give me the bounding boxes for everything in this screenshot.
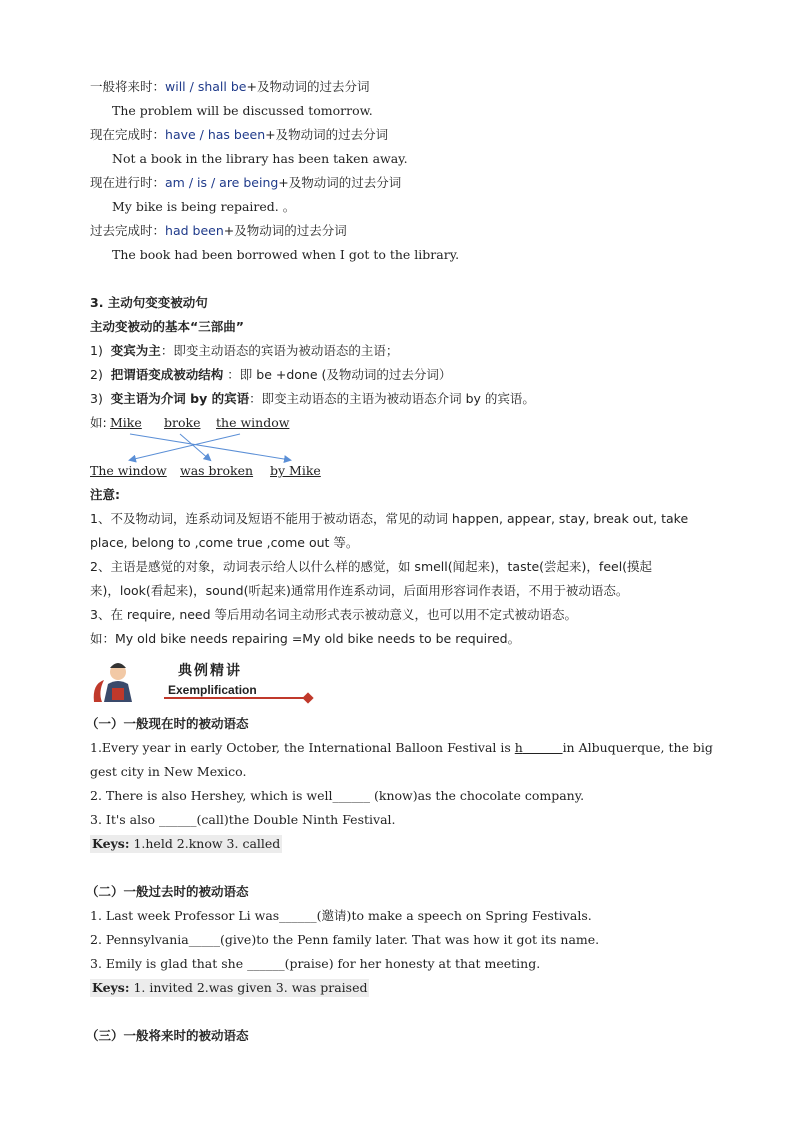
note-line-6: 如：My old bike needs repairing =My old bike needs to be required。 — [90, 631, 521, 646]
active-subject: Mike — [110, 415, 142, 430]
part-2-q2: 2. Pennsylvania_____(give)to the Penn family later. That was how it got its name. — [90, 932, 600, 947]
passive-verb: was broken — [180, 463, 254, 478]
part-2-q1: 1. Last week Professor Li was______(邀请)to make a speech on Spring Festivals. — [90, 908, 592, 923]
tense-rule-present-perfect: 现在完成时：have / has been+及物动词的过去分词 — [90, 127, 389, 142]
note-line-3: 2、主语是感觉的对象，动词表示给人以什么样的感觉，如 smell(闻起来)，taste(尝起来)，feel(摸起 — [90, 559, 653, 574]
step-2: 2) 把谓语变成被动结构 ：即 be +done (及物动词的过去分词） — [90, 367, 452, 382]
note-line-2: place, belong to ,come true ,come out 等。 — [90, 535, 359, 550]
tense-example-past-perfect: The book had been borrowed when I got to the library. — [112, 247, 460, 262]
part-1-q1-continued: gest city in New Mexico. — [90, 764, 247, 779]
part-1-keys: Keys: 1.held 2.know 3. called — [92, 836, 281, 851]
part-2-heading: （二）一般过去时的被动语态 — [86, 884, 249, 899]
tense-rule-future: 一般将来时：will / shall be+及物动词的过去分词 — [90, 79, 370, 94]
book-icon — [112, 688, 124, 700]
note-line-5: 3、在 require, need 等后用动名词主动形式表示被动意义，也可以用不定式被动语态。 — [90, 607, 578, 622]
tense-example-present-continuous: My bike is being repaired. 。 — [112, 199, 296, 214]
section-3-subheading: 主动变被动的基本“三部曲” — [90, 319, 244, 334]
part-1-q2: 2. There is also Hershey, which is well______ (know)as the chocolate company. — [90, 788, 585, 803]
active-object: the window — [216, 415, 290, 430]
part-1-q3: 3. It's also ______(call)the Double Ninth Festival. — [90, 812, 396, 827]
passive-agent: by Mike — [270, 463, 321, 478]
quill-icon — [94, 680, 104, 702]
tense-example-present-perfect: Not a book in the library has been taken away. — [112, 151, 408, 166]
banner-title-cn: 典例精讲 — [178, 663, 242, 679]
passive-subject: The window — [90, 463, 167, 478]
note-line-4: 来)，look(看起来)，sound(听起来)通常用作连系动词，后面用形容词作表语，不用于被动语态。 — [90, 583, 629, 598]
part-2-keys: Keys: 1. invited 2.was given 3. was praised — [92, 980, 368, 995]
arrow-subject-to-by — [130, 434, 290, 460]
part-2-q3: 3. Emily is glad that she ______(praise) for her honesty at that meeting. — [90, 956, 541, 971]
part-3-heading: （三）一般将来时的被动语态 — [86, 1028, 249, 1043]
part-1-heading: （一）一般现在时的被动语态 — [86, 716, 249, 731]
tense-rule-past-perfect: 过去完成时：had been+及物动词的过去分词 — [90, 223, 347, 238]
note-line-1: 1、不及物动词，连系动词及短语不能用于被动语态，常见的动词 happen, appear, stay, break out, take — [90, 511, 689, 526]
part-1-q1: 1.Every year in early October, the International Balloon Festival is h in Albuquerque, the big — [90, 740, 713, 755]
banner-title-en: Exemplification — [168, 683, 257, 697]
tense-rule-present-continuous: 现在进行时：am / is / are being+及物动词的过去分词 — [90, 175, 402, 190]
tense-example-future: The problem will be discussed tomorrow. — [112, 103, 373, 118]
step-1: 1) 变宾为主：即变主动语态的宾语为被动语态的主语； — [90, 343, 399, 358]
active-verb: broke — [164, 415, 201, 430]
notes-title: 注意: — [90, 487, 120, 502]
example-prefix: 如: — [90, 415, 107, 430]
section-3-heading: 3. 主动句变变被动句 — [90, 295, 208, 310]
step-3: 3) 变主语为介词 by 的宾语：即变主动语态的主语为被动语态介词 by 的宾语。 — [90, 391, 535, 406]
diamond-icon — [302, 692, 313, 703]
